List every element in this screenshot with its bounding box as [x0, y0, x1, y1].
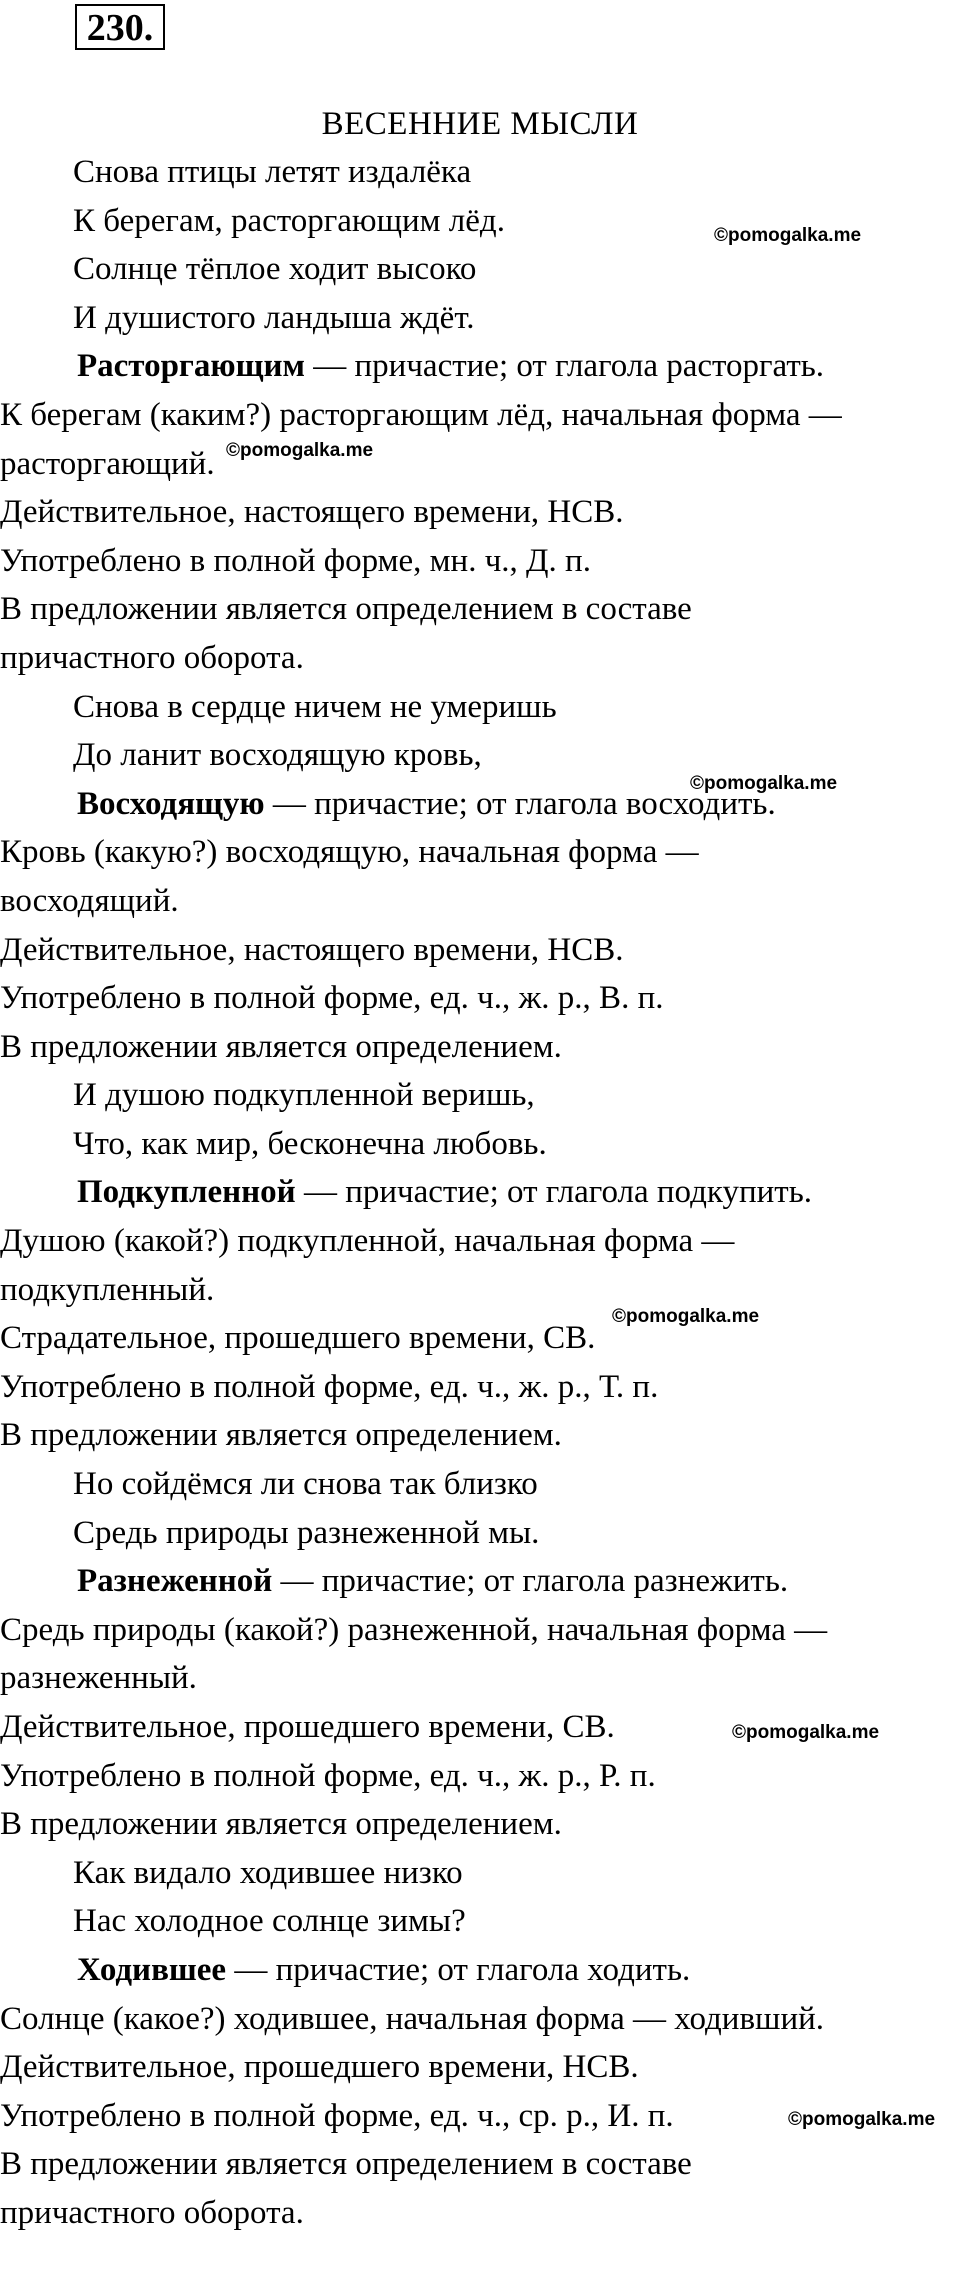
analysis-line: Кровь (какую?) восходящую, начальная форма —	[0, 834, 699, 871]
participle-word: Расторгающим	[77, 348, 305, 385]
analysis-line: В предложении является определением в составе	[0, 2146, 692, 2183]
analysis-line: Действительное, настоящего времени, НСВ.	[0, 931, 624, 968]
analysis-line: Действительное, настоящего времени, НСВ.	[0, 494, 624, 531]
watermark: ©pomogalka.me	[788, 2109, 936, 2130]
analysis-line: расторгающий.	[0, 445, 215, 482]
poem-verse-line: И душистого ландыша ждёт.	[73, 299, 475, 336]
participle-heading	[0, 1946, 960, 1995]
participle-definition: — причастие; от глагола разнежить.	[272, 1563, 789, 1600]
analysis-line: Солнце (какое?) ходившее, начальная форма — ходивший.	[0, 2000, 825, 2037]
poem-verse-line: И душою подкупленной веришь,	[73, 1077, 535, 1114]
analysis-line: Употреблено в полной форме, ед. ч., ж. р., Т. п.	[0, 1368, 659, 1405]
poem-verse-line: До ланит восходящую кровь,	[73, 737, 482, 774]
participle-definition: — причастие; от глагола подкупить.	[295, 1174, 813, 1211]
participle-heading	[0, 1557, 960, 1606]
participle-heading	[0, 1168, 960, 1217]
participle-heading	[0, 342, 960, 391]
analysis-line: К берегам (каким?) расторгающим лёд, начальная форма —	[0, 396, 842, 433]
poem-verse-line: К берегам, расторгающим лёд.	[73, 202, 505, 239]
participle-definition: — причастие; от глагола расторгать.	[305, 348, 825, 385]
poem-verse-line: Снова в сердце ничем не умеришь	[73, 688, 557, 725]
analysis-line: разнеженный.	[0, 1660, 197, 1697]
analysis-line: Употреблено в полной форме, ед. ч., ж. р., Р. п.	[0, 1757, 656, 1794]
poem-verse-line: Как видало ходившее низко	[73, 1854, 463, 1891]
analysis-line: Душою (какой?) подкупленной, начальная форма —	[0, 1223, 735, 1260]
analysis-line: причастного оборота.	[0, 639, 304, 676]
watermark: ©pomogalka.me	[732, 1722, 880, 1743]
poem-verse-line: Что, как мир, бесконечна любовь.	[73, 1125, 547, 1162]
analysis-line: В предложении является определением.	[0, 1806, 562, 1843]
participle-word: Подкупленной	[77, 1174, 296, 1211]
watermark: ©pomogalka.me	[226, 440, 374, 461]
analysis-line: причастного оборота.	[0, 2194, 304, 2231]
analysis-line: В предложении является определением.	[0, 1028, 562, 1065]
analysis-line: Средь природы (какой?) разнеженной, начальная форма —	[0, 1611, 828, 1648]
analysis-line: восходящий.	[0, 882, 179, 919]
exercise-number: 230.	[75, 4, 165, 50]
poem-verse-line: Снова птицы летят издалёка	[73, 154, 472, 190]
analysis-line: Употреблено в полной форме, мн. ч., Д. п.	[0, 542, 591, 579]
watermark: ©pomogalka.me	[714, 225, 862, 246]
watermark: ©pomogalka.me	[612, 1306, 760, 1327]
poem-verse-line: Но сойдёмся ли снова так близко	[73, 1466, 538, 1503]
participle-word: Ходившее	[77, 1951, 227, 1988]
participle-definition: — причастие; от глагола восходить.	[264, 785, 776, 822]
analysis-line: В предложении является определением в составе	[0, 591, 692, 628]
analysis-line: Действительное, прошедшего времени, НСВ.	[0, 2049, 639, 2086]
participle-definition: — причастие; от глагола ходить.	[226, 1951, 691, 1988]
participle-word: Восходящую	[77, 785, 265, 822]
analysis-line: Страдательное, прошедшего времени, СВ.	[0, 1320, 596, 1357]
analysis-line: Действительное, прошедшего времени, СВ.	[0, 1709, 615, 1745]
poem-verse-line: Солнце тёплое ходит высоко	[73, 251, 477, 288]
analysis-line: Употреблено в полной форме, ед. ч., ж. р., В. п.	[0, 980, 664, 1017]
analysis-line: В предложении является определением.	[0, 1417, 562, 1454]
poem-title: ВЕСЕННИЕ МЫСЛИ	[321, 106, 639, 142]
participle-word: Разнеженной	[77, 1563, 273, 1600]
exercise-content	[0, 148, 960, 2238]
analysis-line: Употреблено в полной форме, ед. ч., ср. р., И. п.	[0, 2097, 674, 2134]
analysis-line: подкупленный.	[0, 1271, 215, 1308]
poem-verse-line: Нас холодное солнце зимы?	[73, 1903, 466, 1940]
watermark: ©pomogalka.me	[690, 773, 838, 794]
poem-verse-line: Средь природы разнеженной мы.	[73, 1514, 540, 1551]
